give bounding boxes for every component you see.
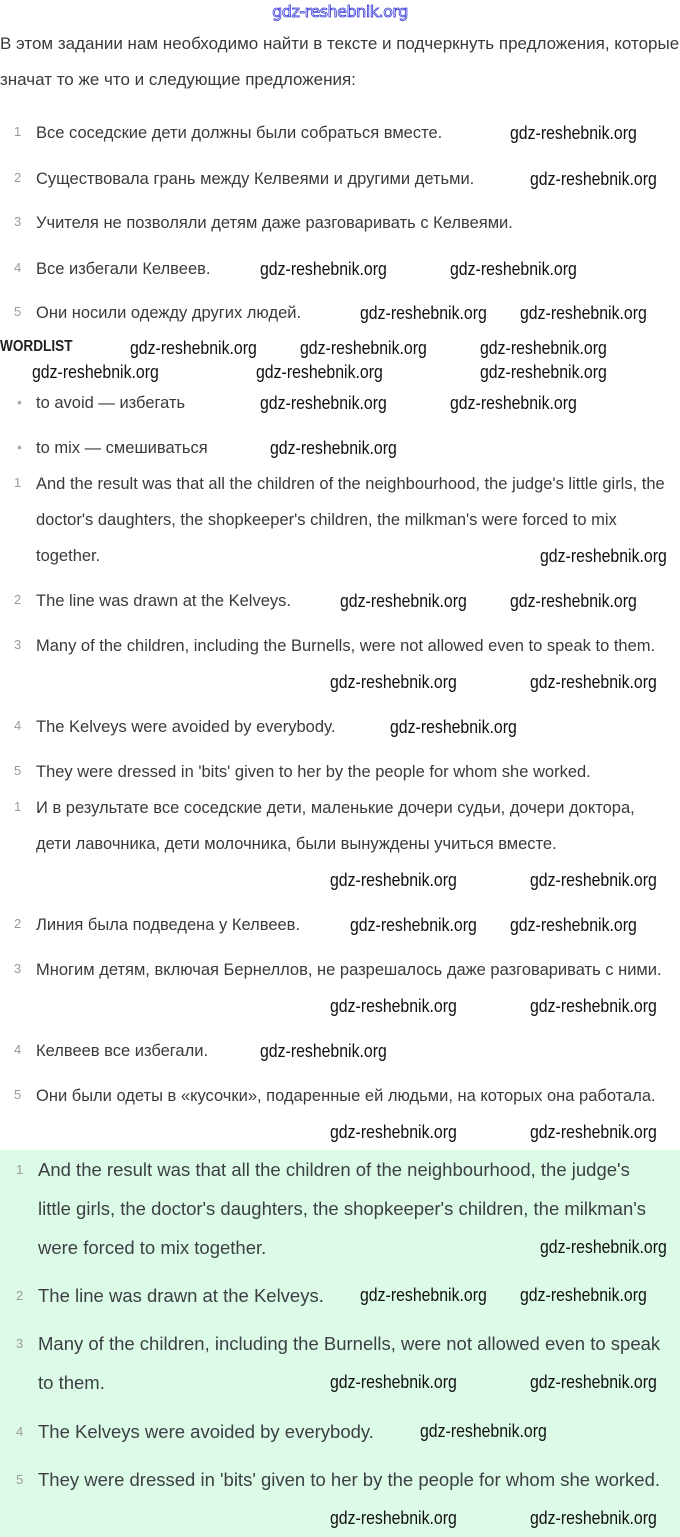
item-number: 4 — [14, 718, 22, 733]
site-watermark-header: gdz-reshebnik.org — [272, 2, 408, 21]
item-number: 4 — [14, 1042, 22, 1057]
item-number: 2 — [14, 170, 22, 185]
watermark: gdz-reshebnik.org — [32, 362, 159, 382]
item-number: 2 — [14, 916, 22, 931]
watermark: gdz-reshebnik.org — [530, 870, 657, 890]
item-number: 1 — [14, 124, 22, 139]
item-number: 3 — [14, 637, 22, 652]
watermark: gdz-reshebnik.org — [330, 870, 457, 890]
item-number: 3 — [14, 961, 22, 976]
item-number: 1 — [14, 475, 22, 490]
bullet-icon: • — [17, 439, 22, 455]
answer-sentence-text: And the result was that all the children of the neighbourhood, the judge's little girls, the doctor's daughters, the shopkeeper's children, the milkman's were forced to mix together. — [38, 1159, 647, 1258]
item-number: 5 — [14, 304, 22, 319]
bullet-icon: • — [17, 394, 22, 410]
watermark: gdz-reshebnik.org — [510, 591, 637, 611]
item-number: 1 — [14, 799, 22, 814]
watermark: gdz-reshebnik.org — [330, 1122, 457, 1142]
watermark: gdz-reshebnik.org — [520, 303, 647, 323]
item-number: 1 — [16, 1162, 24, 1177]
answer-sentence-text: The line was drawn at the Kelveys. — [38, 1285, 324, 1306]
translation-sentence-text: Многим детям, включая Бернеллов, не разрешалось даже разговаривать с ними. — [36, 961, 662, 979]
watermark: gdz-reshebnik.org — [520, 1285, 647, 1305]
watermark: gdz-reshebnik.org — [540, 546, 667, 566]
translation-sentence-text: Они были одеты в «кусочки», подаренные ей людьми, на которых она работала. — [36, 1087, 656, 1105]
watermark: gdz-reshebnik.org — [330, 1508, 457, 1528]
watermark: gdz-reshebnik.org — [340, 591, 467, 611]
task-sentence-text: Все избегали Келвеев. — [36, 260, 211, 278]
watermark: gdz-reshebnik.org — [360, 1285, 487, 1305]
task-sentence-text: Существовала грань между Келвеями и другими детьми. — [36, 170, 475, 188]
english-sentence-text: And the result was that all the children of the neighbourhood, the judge's little girls, the doctor's daughters, the shopkeeper's children, the milkman's were forced to mix together. — [36, 475, 665, 565]
task-sentence-text: Они носили одежду других людей. — [36, 304, 302, 322]
english-sentence-text: Many of the children, including the Burnells, were not allowed even to speak to them. — [36, 637, 656, 655]
english-sentence-text: The Kelveys were avoided by everybody. — [36, 718, 336, 736]
watermark: gdz-reshebnik.org — [390, 717, 517, 737]
task-sentence-text: Учителя не позволяли детям даже разговаривать с Келвеями. — [36, 214, 513, 232]
item-number: 5 — [16, 1472, 24, 1487]
watermark: gdz-reshebnik.org — [260, 1041, 387, 1061]
item-number: 5 — [14, 763, 22, 778]
watermark: gdz-reshebnik.org — [360, 303, 487, 323]
translation-sentence-text: Линия была подведена у Келвеев. — [36, 916, 301, 934]
task-sentence-text: Все соседские дети должны были собраться вместе. — [36, 124, 443, 142]
item-number: 2 — [14, 592, 22, 607]
english-sentence-text: The line was drawn at the Kelveys. — [36, 592, 291, 610]
watermark: gdz-reshebnik.org — [530, 672, 657, 692]
watermark: gdz-reshebnik.org — [540, 1237, 667, 1257]
english-sentence-text: They were dressed in 'bits' given to her by the people for whom she worked. — [36, 763, 591, 781]
watermark: gdz-reshebnik.org — [530, 169, 657, 189]
watermark: gdz-reshebnik.org — [510, 123, 637, 143]
watermark: gdz-reshebnik.org — [130, 338, 257, 358]
watermark: gdz-reshebnik.org — [270, 438, 397, 458]
translation-sentence-text: И в результате все соседские дети, маленькие дочери судьи, дочери доктора, дети лавочника, дети молочника, были вынуждены учиться вместе. — [36, 799, 635, 853]
wordlist-entry-text: to mix — смешиваться — [36, 439, 208, 457]
watermark: gdz-reshebnik.org — [330, 1372, 457, 1392]
watermark: gdz-reshebnik.org — [530, 1508, 657, 1528]
watermark: gdz-reshebnik.org — [420, 1421, 547, 1441]
answer-sentence-text: The Kelveys were avoided by everybody. — [38, 1421, 374, 1442]
watermark: gdz-reshebnik.org — [480, 338, 607, 358]
item-number: 2 — [16, 1288, 24, 1303]
watermark: gdz-reshebnik.org — [530, 996, 657, 1016]
item-number: 4 — [16, 1424, 24, 1439]
wordlist-entry-text: to avoid — избегать — [36, 394, 186, 412]
answer-sentence-text: They were dressed in 'bits' given to her by the people for whom she worked. — [38, 1469, 660, 1490]
watermark: gdz-reshebnik.org — [480, 362, 607, 382]
answer-sentence-text: Many of the children, including the Burnells, were not allowed even to speak to them. — [38, 1333, 661, 1393]
watermark: gdz-reshebnik.org — [450, 393, 577, 413]
item-number: 3 — [14, 214, 22, 229]
translation-sentence-text: Келвеев все избегали. — [36, 1042, 209, 1060]
watermark: gdz-reshebnik.org — [530, 1122, 657, 1142]
item-number: 5 — [14, 1087, 22, 1102]
watermark: gdz-reshebnik.org — [300, 338, 427, 358]
watermark: gdz-reshebnik.org — [450, 259, 577, 279]
watermark: gdz-reshebnik.org — [260, 259, 387, 279]
watermark: gdz-reshebnik.org — [256, 362, 383, 382]
watermark: gdz-reshebnik.org — [330, 996, 457, 1016]
task-intro: В этом задании нам необходимо найти в тексте и подчеркнуть предложения, которые значат то же что и следующие предложения: — [0, 34, 680, 89]
wordlist-heading: WORDLIST — [0, 338, 73, 355]
item-number: 3 — [16, 1336, 24, 1351]
watermark: gdz-reshebnik.org — [330, 672, 457, 692]
item-number: 4 — [14, 260, 22, 275]
watermark: gdz-reshebnik.org — [260, 393, 387, 413]
watermark: gdz-reshebnik.org — [530, 1372, 657, 1392]
watermark: gdz-reshebnik.org — [510, 915, 637, 935]
watermark: gdz-reshebnik.org — [350, 915, 477, 935]
